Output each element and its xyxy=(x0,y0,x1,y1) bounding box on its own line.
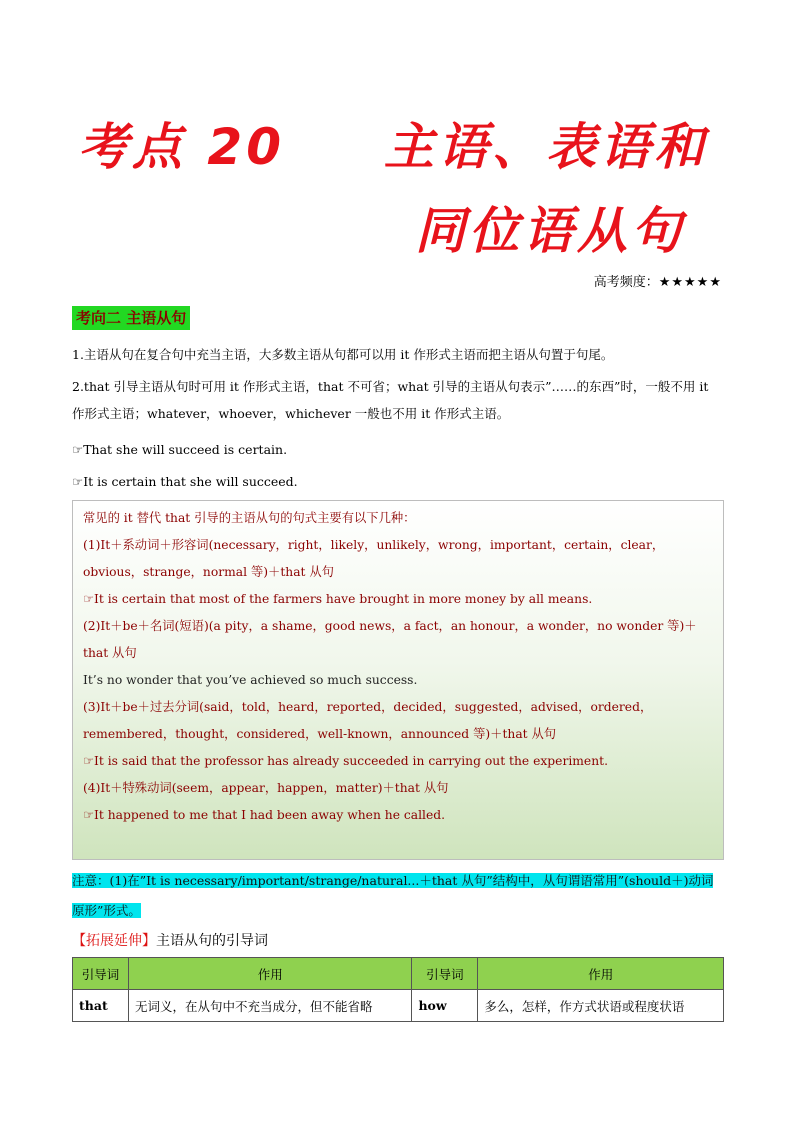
note-highlight: 注意：(1)在”It is necessary/important/strange/natural...＋that 从句”结构中，从句谓语常用”(should＋)动词原形”形式。 xyxy=(72,873,714,918)
connector-table xyxy=(72,957,724,1022)
header-connector-1: 引导词 xyxy=(73,958,129,990)
pattern-2-example: It’s no wonder that you’ve achieved so much success. xyxy=(83,673,418,687)
cell-connector: how xyxy=(412,990,478,1022)
pattern-2: (2)It＋be＋名词(短语)(a pity，a shame，good news，a fact，an honour，a wonder，no wonder 等)＋that 从句 xyxy=(83,619,697,660)
extension-heading xyxy=(72,930,268,950)
table-row xyxy=(73,990,724,1022)
table-header-row xyxy=(73,958,724,990)
header-function-2: 作用 xyxy=(478,958,724,990)
extension-title: 主语从句的引导词 xyxy=(156,933,268,949)
pattern-3: (3)It＋be＋过去分词(said，told，heard，reported，decided，suggested，advised，ordered，remembered，thought，considered，well-known，announced 等)＋that 从句 xyxy=(83,700,653,741)
star-rating-icon: ★★★★★ xyxy=(658,275,722,290)
pattern-1-example: ☞It is certain that most of the farmers have brought in more money by all means. xyxy=(83,592,593,606)
example-sentence-1: ☞That she will succeed is certain. xyxy=(72,442,288,457)
rule-paragraph-2: 2.that 引导主语从句时可用 it 作形式主语，that 不可省；what 引导的主语从句表示”……的东西”时，一般不用 it 作形式主语；whatever，whoever，whichever 一般也不用 it 作形式主语。 xyxy=(72,379,709,421)
cell-function: 无词义，在从句中不充当成分，但不能省略 xyxy=(128,990,412,1022)
box-intro: 常见的 it 替代 that 引导的主语从句的句式主要有以下几种： xyxy=(83,511,416,525)
header-function-1: 作用 xyxy=(128,958,412,990)
section-heading: 考向二 主语从句 xyxy=(72,306,190,330)
rule-paragraph-1: 1.主语从句在复合句中充当主语，大多数主语从句都可以用 it 作形式主语而把主语从句置于句尾。 xyxy=(72,347,614,362)
cell-function: 多么，怎样，作方式状语或程度状语 xyxy=(478,990,724,1022)
exam-frequency xyxy=(594,271,722,290)
pattern-1: (1)It＋系动词＋形容词(necessary，right，likely，unlikely，wrong，important，certain，clear，obvious，strange，normal 等)＋that 从句 xyxy=(83,538,665,579)
cell-connector: that xyxy=(73,990,129,1022)
title-main-line-1: 主语、表语和 xyxy=(384,118,708,176)
title-code: 考点 20 xyxy=(78,118,285,176)
pattern-box xyxy=(72,500,724,860)
example-sentence-2: ☞It is certain that she will succeed. xyxy=(72,474,298,489)
extension-bracket: 【拓展延伸】 xyxy=(72,933,156,949)
header-connector-2: 引导词 xyxy=(412,958,478,990)
pattern-3-example: ☞It is said that the professor has already succeeded in carrying out the experiment. xyxy=(83,754,608,768)
title-line-1 xyxy=(78,112,738,182)
title-line-2 xyxy=(415,196,715,266)
pattern-4: (4)It＋特殊动词(seem，appear，happen，matter)＋that 从句 xyxy=(83,781,449,795)
pattern-4-example: ☞It happened to me that I had been away when he called. xyxy=(83,808,446,822)
note-paragraph xyxy=(72,866,724,926)
title-main-line-2: 同位语从句 xyxy=(415,202,685,260)
frequency-label: 高考频度： xyxy=(593,275,659,290)
